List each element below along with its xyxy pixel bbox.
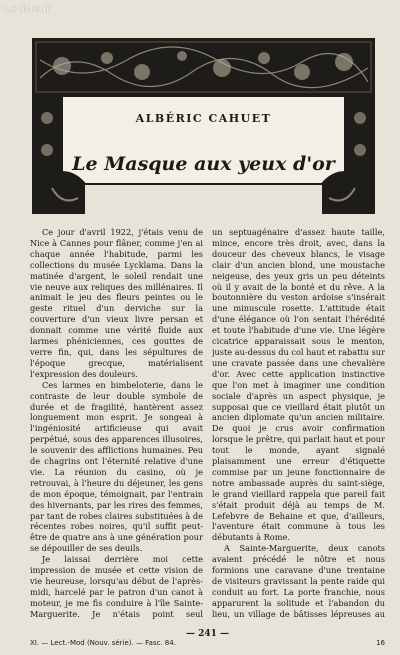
ornamental-border-icon <box>32 38 375 214</box>
column-left <box>30 227 203 620</box>
page <box>22 24 387 646</box>
watermark: Le-livre.fr <box>4 3 50 15</box>
paragraph: un septuagénaire d'assez haute taille, mince, encore très droit, avec, dans la douceur des cheveux blancs, le visage clair d'un ancien blond, une moustache neigeuse, des yeux gris un peu déteints où il y avait de la bonté et du rêve. A la boutonnière du veston ardoise s'insérait une minuscule rosette. L'attitude était d'une élégance où l'on sentait l'hérédité et toute l'habitude d'une vie. Une légère cicatrice apparaissait sous le menton, juste au-dessus du col haut et rabattu sur une cravate passée dans une chevalière d'or. Avec cette application instinctive que l'on met à imaginer une condition sociale d'après un aspect physique, je supposai que ce vieillard était plutôt un ancien diplomate qu'un ancien militaire. De quoi je crus avoir confirmation lorsque le prêtre, qui parlait haut et pour tout le monde, ayant signalé plaisamment une erreur d'étiquette commise par un jeune fonctionnaire de notre ambassade auprès du saint-siège, le grand vieillard rappela que pareil fait s'était produit déjà au temps de M. Lefebvre de Behaine et que, d'ailleurs, l'aventure était commune à tous les débutants à Rome. <box>212 227 385 543</box>
paragraph: A Sainte-Marguerite, deux canots avaient précédé le nôtre et nous formions une caravane d'une trentaine de visiteurs gravissant la pente raide qui conduit au fort. La porte franchie, nous apparurent la solitude et l'abandon du lieu, un village de bâtisses lépreuses au <box>212 543 385 619</box>
running-footer: XI. — Lect.-Mod (Nouv. série). — Fasc. 84. <box>30 639 176 647</box>
author-name: ALBÉRIC CAHUET <box>135 112 272 125</box>
paragraph: Je laissai derrière moi cette impression de musée et cette vision de vie heureuse, lorsqu'au début de l'après-midi, harcelé par le patron d'un canot à moteur, je me fis conduire à l'île Sainte-Marguerite. Je n'étais point seul <box>30 554 203 619</box>
signature-number: 16 <box>376 639 385 647</box>
title-ornament-frame <box>32 38 375 214</box>
paragraph: Ce jour d'avril 1922, j'étais venu de Nice à Cannes pour flâner, comme j'en ai chaque année l'habitude, parmi les collections du musée Lycklama. Dans la matinée d'argent, le soleil rendait une vie neuve aux reliques des millénaires. Il animait le jeu des fleurs peintes ou le geste rituel d'un derviche sur la couverture d'un vieux livre persan et donnait comme une vérité fluide aux larmes phéniciennes, ces gouttes de verre fin, qui, dans les sépultures de l'époque grecque, matérialisent l'expression des douleurs. <box>30 227 203 379</box>
paragraph: Ces larmes en bimbeloterie, dans le contraste de leur double symbole de durée et de fragilité, hantèrent assez longuement mon esprit. Je songeai à l'ingéniosité artificieuse qui avait perpétué, sous des apparences illusoires, le souvenir des afflictions humaines. Peu de chagrins ont l'éternité relative d'une vie. La réunion du casino, où je retrouvai, à l'heure du déjeuner, les gens de mon époque, témoignait, par l'entrain des hivernants, par les rires des femmes, par tant de robes claires substituées à de récentes robes noires, qu'il suffit peut-être de quatre ans à une génération pour se dépouiller de ses deuils. <box>30 379 203 554</box>
column-right <box>212 227 385 620</box>
article-body <box>30 227 385 620</box>
folio-number: — 241 — <box>185 629 230 639</box>
page-footer <box>30 629 385 647</box>
article-title: Le Masque aux yeux d'or <box>72 153 335 175</box>
